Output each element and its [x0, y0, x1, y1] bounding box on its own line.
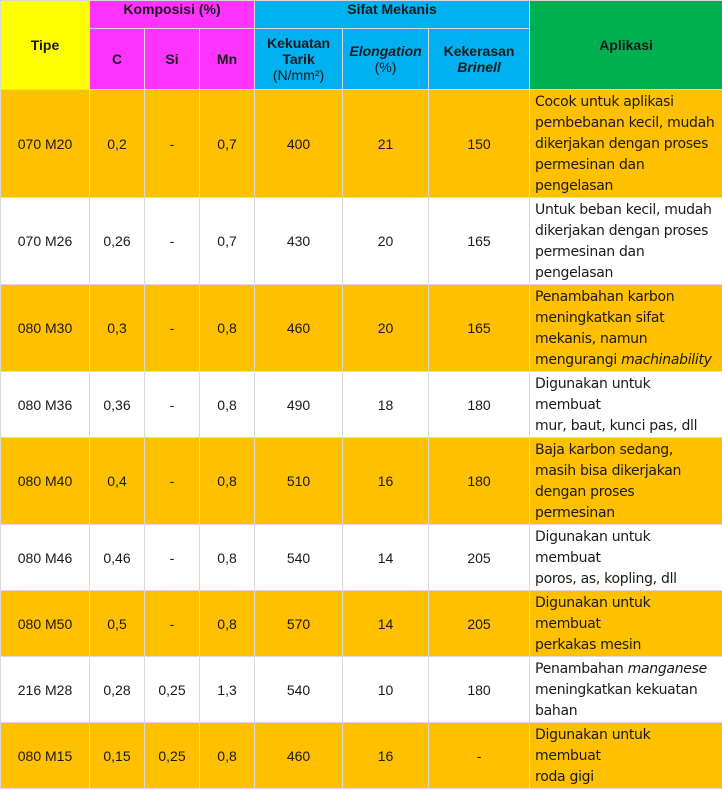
aplikasi-text: permesinan: [535, 505, 615, 521]
aplikasi-line: [535, 200, 719, 221]
aplikasi-text: Digunakan untuk membuat: [535, 595, 650, 632]
aplikasi-line: [535, 440, 719, 461]
aplikasi-line: [535, 767, 719, 788]
table-row: [1, 525, 722, 591]
aplikasi-line: [535, 134, 719, 155]
aplikasi-text: roda gigi: [535, 769, 594, 785]
header-elongation-unit: (%): [343, 59, 428, 75]
aplikasi-text: permesinan dan: [535, 157, 644, 173]
header-kekuatan-line2: Tarik: [255, 51, 342, 67]
table-row: [1, 723, 722, 789]
cell-c: 0,4: [90, 438, 145, 525]
cell-tipe: 080 M36: [1, 372, 90, 438]
cell-c: 0,28: [90, 657, 145, 723]
header-sifat-mekanis: Sifat Mekanis: [255, 1, 530, 29]
cell-tipe: 070 M26: [1, 198, 90, 285]
aplikasi-line: [535, 374, 719, 416]
cell-si: 0,25: [145, 723, 200, 789]
cell-tarik: 460: [255, 285, 343, 372]
header-tipe: Tipe: [1, 1, 90, 90]
aplikasi-text: Digunakan untuk membuat: [535, 376, 650, 413]
aplikasi-line: [535, 635, 719, 656]
cell-aplikasi: [530, 285, 722, 372]
aplikasi-line: [535, 416, 719, 437]
aplikasi-italic-term: manganese: [628, 661, 707, 677]
cell-tarik: 430: [255, 198, 343, 285]
aplikasi-text: poros, as, kopling, dll: [535, 571, 677, 587]
cell-c: 0,15: [90, 723, 145, 789]
aplikasi-line: [535, 221, 719, 242]
cell-tarik: 540: [255, 525, 343, 591]
aplikasi-line: [535, 725, 719, 767]
cell-mn: 0,8: [200, 285, 255, 372]
cell-aplikasi: [530, 438, 722, 525]
cell-aplikasi: [530, 723, 722, 789]
header-elongation: [343, 29, 429, 90]
cell-tarik: 400: [255, 90, 343, 198]
cell-elong: 20: [343, 285, 429, 372]
aplikasi-text: Digunakan untuk membuat: [535, 727, 650, 764]
cell-brinell: 165: [429, 198, 530, 285]
cell-brinell: 180: [429, 372, 530, 438]
cell-tarik: 460: [255, 723, 343, 789]
cell-mn: 0,8: [200, 438, 255, 525]
aplikasi-text: Untuk beban kecil, mudah: [535, 202, 712, 218]
aplikasi-text: permesinan dan: [535, 244, 644, 260]
aplikasi-line: [535, 659, 719, 680]
table-row: [1, 438, 722, 525]
cell-si: -: [145, 591, 200, 657]
cell-elong: 14: [343, 591, 429, 657]
cell-aplikasi: [530, 198, 722, 285]
aplikasi-line: [535, 461, 719, 482]
header-kekuatan-tarik: [255, 29, 343, 90]
aplikasi-line: [535, 569, 719, 590]
table-row: [1, 285, 722, 372]
cell-aplikasi: [530, 372, 722, 438]
table-row: [1, 198, 722, 285]
aplikasi-text: meningkatkan kekuatan: [535, 682, 697, 698]
cell-elong: 16: [343, 723, 429, 789]
cell-tipe: 080 M15: [1, 723, 90, 789]
cell-mn: 0,7: [200, 198, 255, 285]
cell-elong: 14: [343, 525, 429, 591]
cell-aplikasi: [530, 591, 722, 657]
cell-brinell: 205: [429, 525, 530, 591]
header-elongation-label: Elongation: [343, 43, 428, 59]
cell-tipe: 070 M20: [1, 90, 90, 198]
aplikasi-text: Baja karbon sedang,: [535, 442, 673, 458]
aplikasi-text: pengelasan: [535, 178, 613, 194]
cell-mn: 1,3: [200, 657, 255, 723]
cell-tipe: 080 M30: [1, 285, 90, 372]
aplikasi-line: [535, 155, 719, 176]
aplikasi-line: [535, 350, 719, 371]
cell-si: -: [145, 90, 200, 198]
aplikasi-text: pengelasan: [535, 265, 613, 281]
aplikasi-text: dikerjakan dengan proses: [535, 136, 708, 152]
aplikasi-text: mekanis, namun: [535, 331, 647, 347]
cell-si: -: [145, 198, 200, 285]
cell-brinell: 180: [429, 657, 530, 723]
aplikasi-line: [535, 701, 719, 722]
header-kekerasan-line2: Brinell: [429, 59, 529, 75]
aplikasi-line: [535, 287, 719, 308]
cell-mn: 0,7: [200, 90, 255, 198]
cell-tipe: 080 M50: [1, 591, 90, 657]
header-komposisi: Komposisi (%): [90, 1, 255, 29]
cell-brinell: 205: [429, 591, 530, 657]
cell-si: -: [145, 372, 200, 438]
cell-c: 0,3: [90, 285, 145, 372]
aplikasi-line: [535, 242, 719, 263]
cell-mn: 0,8: [200, 372, 255, 438]
aplikasi-line: [535, 176, 719, 197]
cell-mn: 0,8: [200, 591, 255, 657]
aplikasi-text: dikerjakan dengan proses: [535, 223, 708, 239]
cell-mn: 0,8: [200, 723, 255, 789]
cell-tarik: 490: [255, 372, 343, 438]
aplikasi-text: Cocok untuk aplikasi: [535, 94, 674, 110]
header-c: C: [90, 29, 145, 90]
cell-c: 0,2: [90, 90, 145, 198]
cell-c: 0,36: [90, 372, 145, 438]
table-row: [1, 591, 722, 657]
header-si: Si: [145, 29, 200, 90]
aplikasi-text: pembebanan kecil, mudah: [535, 115, 714, 131]
header-kekerasan-brinell: [429, 29, 530, 90]
table-row: [1, 90, 722, 198]
aplikasi-line: [535, 113, 719, 134]
cell-tipe: 080 M40: [1, 438, 90, 525]
cell-si: -: [145, 525, 200, 591]
aplikasi-text: meningkatkan sifat: [535, 310, 664, 326]
cell-si: 0,25: [145, 657, 200, 723]
cell-brinell: 150: [429, 90, 530, 198]
aplikasi-line: [535, 503, 719, 524]
aplikasi-line: [535, 527, 719, 569]
aplikasi-text: Penambahan karbon: [535, 289, 674, 305]
cell-elong: 18: [343, 372, 429, 438]
aplikasi-line: [535, 92, 719, 113]
cell-mn: 0,8: [200, 525, 255, 591]
aplikasi-line: [535, 308, 719, 329]
cell-aplikasi: [530, 657, 722, 723]
header-mn: Mn: [200, 29, 255, 90]
cell-brinell: 165: [429, 285, 530, 372]
aplikasi-line: [535, 329, 719, 350]
aplikasi-italic-term: machinability: [621, 352, 712, 368]
cell-c: 0,26: [90, 198, 145, 285]
cell-tipe: 216 M28: [1, 657, 90, 723]
aplikasi-text: bahan: [535, 703, 577, 719]
cell-c: 0,5: [90, 591, 145, 657]
aplikasi-line: [535, 482, 719, 503]
cell-elong: 21: [343, 90, 429, 198]
cell-si: -: [145, 285, 200, 372]
table-body: [1, 90, 722, 789]
cell-tarik: 540: [255, 657, 343, 723]
aplikasi-text: perkakas mesin: [535, 637, 641, 653]
cell-aplikasi: [530, 90, 722, 198]
aplikasi-line: [535, 263, 719, 284]
aplikasi-text: Penambahan: [535, 661, 628, 677]
cell-tarik: 570: [255, 591, 343, 657]
aplikasi-text: Digunakan untuk membuat: [535, 529, 650, 566]
header-aplikasi: Aplikasi: [530, 1, 722, 90]
header-kekuatan-line1: Kekuatan: [255, 35, 342, 51]
cell-brinell: 180: [429, 438, 530, 525]
aplikasi-text: dengan proses: [535, 484, 634, 500]
cell-brinell: -: [429, 723, 530, 789]
cell-tipe: 080 M46: [1, 525, 90, 591]
aplikasi-text: masih bisa dikerjakan: [535, 463, 681, 479]
aplikasi-line: [535, 680, 719, 701]
aplikasi-text: mengurangi: [535, 352, 621, 368]
cell-elong: 10: [343, 657, 429, 723]
table-row: [1, 657, 722, 723]
table-row: [1, 372, 722, 438]
cell-elong: 20: [343, 198, 429, 285]
cell-c: 0,46: [90, 525, 145, 591]
header-kekuatan-unit: (N/mm²): [255, 67, 342, 83]
aplikasi-text: mur, baut, kunci pas, dll: [535, 418, 697, 434]
cell-tarik: 510: [255, 438, 343, 525]
cell-si: -: [145, 438, 200, 525]
cell-aplikasi: [530, 525, 722, 591]
header-kekerasan-line1: Kekerasan: [429, 43, 529, 59]
aplikasi-line: [535, 593, 719, 635]
cell-elong: 16: [343, 438, 429, 525]
